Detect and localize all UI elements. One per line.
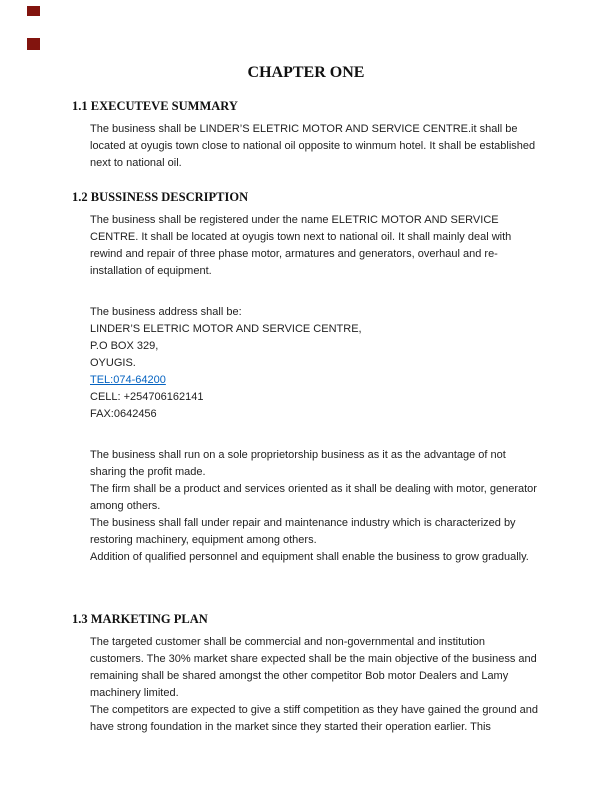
revision-marker-icon [27,38,40,50]
address-line-intro: The business address shall be: [90,306,242,318]
paragraph-executive-summary: The business shall be LINDER’S ELETRIC MOTOR AND SERVICE CENTRE.it shall be located at oyugis town close to national oil opposite to winmum hotel. It shall be established next to national oil. [90,123,536,169]
address-line-name: LINDER’S ELETRIC MOTOR AND SERVICE CENTRE, [90,323,362,335]
section-heading-business-description: 1.2 BUSSINESS DESCRIPTION [72,190,249,204]
address-line-fax: FAX:0642456 [90,408,157,420]
notes-block [90,447,540,566]
address-line-box: P.O BOX 329, [90,340,159,352]
address-line-town: OYUGIS. [90,357,136,369]
tel-link[interactable]: TEL:074-64200 [90,374,166,386]
chapter-title: CHAPTER ONE [247,64,365,81]
address-line-cell: CELL: +254706162141 [90,391,204,403]
section-marketing-plan [72,612,540,736]
note-line: The business shall run on a sole proprietorship business as it as the advantage of not sharing the profit made. [90,449,506,478]
section-business-description [72,190,540,566]
paragraph-marketing-plan-competitors: The competitors are expected to give a stiff competition as they have gained the ground and have strong foundation in the market since they started their operation earlier. This [90,704,539,733]
address-line-tel [90,372,540,389]
note-line: The business shall fall under repair and maintenance industry which is characterized by restoring machinery, equipment among others. [90,517,516,546]
address-block [90,304,540,423]
note-line: Addition of qualified personnel and equipment shall enable the business to grow gradually. [90,551,529,563]
revision-marker-icon [27,6,40,16]
paragraph-marketing-plan: The targeted customer shall be commercial and non-governmental and institution customers. The 30% market share expected shall be the main objective of the business and remaining shall be shared amongst the other competitor Bob motor Dealers and Lamy machinery limited. [90,636,537,699]
note-line: The firm shall be a product and services oriented as it shall be dealing with motor, generator among others. [90,483,537,512]
section-heading-marketing-plan: 1.3 MARKETING PLAN [72,612,208,626]
paragraph-business-description: The business shall be registered under the name ELETRIC MOTOR AND SERVICE CENTRE. It shall be located at oyugis town next to national oil. It shall mainly deal with rewind and repair of three phase motor, armatures and generators, overhaul and re-installation of equipment. [90,214,512,277]
section-executive-summary [72,99,540,172]
section-heading-executive-summary: 1.1 EXECUTEVE SUMMARY [72,99,238,113]
